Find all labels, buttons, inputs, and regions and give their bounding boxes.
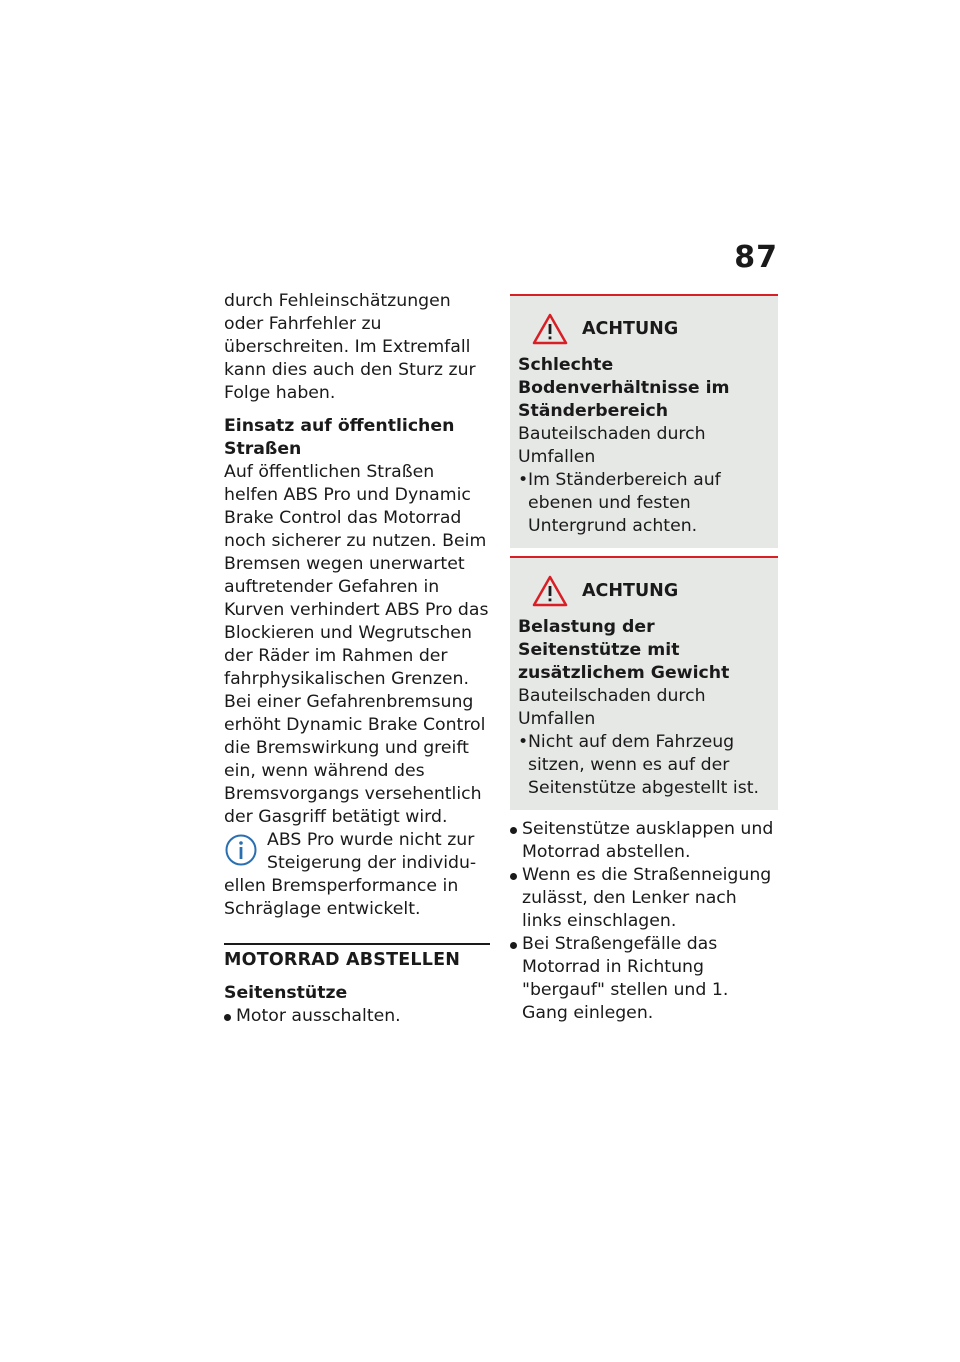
warning-title: Schlechte Bodenverhältnisse im Ständerbereich [518,355,730,421]
body-paragraph: Auf öffentlichen Straßen helfen ABS Pro und Dynamic Brake Control das Motorrad noch sicherer zu nutzen. Beim Bremsen wegen unerwartet auftretender Gefahren in Kurven verhindert ABS Pro das Blockieren und Wegrutschen der Räder im Rahmen der fahrphysikalischen Grenzen. Bei einer Gefahrenbremsung erhöht Dynamic Brake Control die Bremswirkung und greift ein, wenn während des Bremsvorgangs versehentlich der Gasgriff betätigt wird. [224,462,489,827]
info-note [224,829,490,875]
warning-action-list [518,469,770,538]
page-number: 87 [734,240,778,275]
right-column [510,294,778,1025]
warning-consequence: Bauteilschaden durch Umfallen [518,424,706,467]
info-note-text-continued: ellen Bremsperformance in Schräglage entwickelt. [224,876,459,919]
warning-box-ground [510,294,778,548]
warning-triangle-icon [532,575,568,607]
warning-consequence: Bauteilschaden durch Umfallen [518,686,706,729]
warning-header [518,574,770,608]
warning-box-load [510,556,778,810]
section-heading-public-roads: Einsatz auf öffentlichen Straßen [224,416,455,459]
list-item: Seitenstütze ausklappen und Motorrad abstellen. [510,818,778,864]
intro-paragraph: durch Fehleinschätzungen oder Fahrfehler zu überschreiten. Im Extremfall kann dies auch den Sturz zur Folge haben. [224,291,476,403]
warning-triangle-icon [532,313,568,345]
left-step-list [224,1005,490,1028]
list-item: • Nicht auf dem Fahrzeug sitzen, wenn es auf der Seitenstütze abgestellt ist. [518,731,770,800]
sub-heading-side-stand: Seitenstütze [224,983,348,1003]
left-column [224,290,490,1028]
list-item: • Im Ständerbereich auf ebenen und festen Untergrund achten. [518,469,770,538]
list-item: Wenn es die Straßenneigung zulässt, den Lenker nach links einschlagen. [510,864,778,933]
list-item: Bei Straßengefälle das Motorrad in Richtung "bergauf" stellen und 1. Gang einlegen. [510,933,778,1025]
info-circle-icon [224,833,258,867]
warning-header [518,312,770,346]
warning-label: ACHTUNG [582,318,679,339]
warning-label: ACHTUNG [582,580,679,601]
info-note-text: ABS Pro wurde nicht zur Steigerung der individu- [267,830,477,873]
list-item: Motor ausschalten. [224,1005,490,1028]
right-step-list [510,818,778,1025]
warning-action-list [518,731,770,800]
section-title-parking: MOTORRAD ABSTELLEN [224,943,490,972]
warning-title: Belastung der Seitenstütze mit zusätzlichem Gewicht [518,617,730,683]
